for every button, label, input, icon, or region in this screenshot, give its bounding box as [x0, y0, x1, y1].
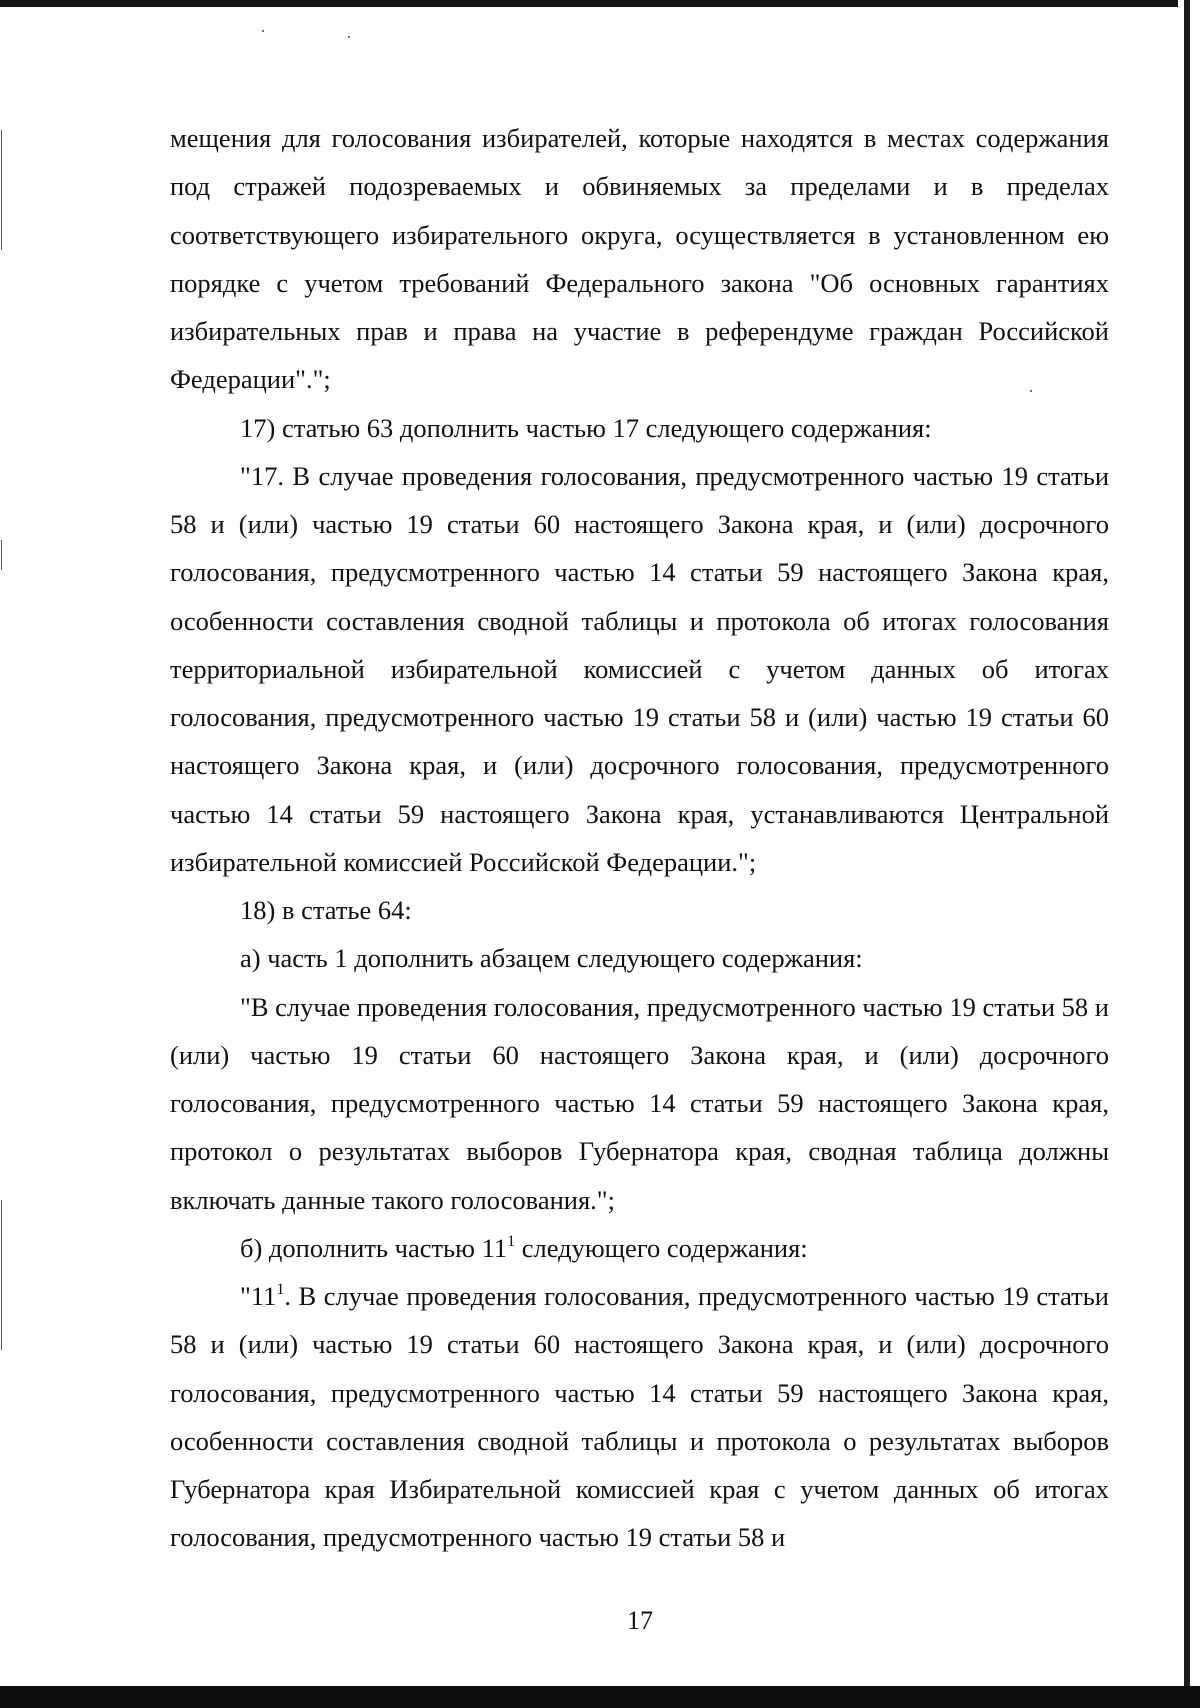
paragraph: 18) в статье 64: [240, 895, 412, 925]
scan-top-edge [0, 0, 1178, 7]
scan-speck [262, 30, 264, 32]
scan-right-edge [1184, 0, 1190, 1708]
scan-left-edge-mark [1, 1200, 2, 1350]
superscript: 1 [507, 1232, 516, 1250]
item-11-1-paragraph [170, 1272, 1109, 1562]
paragraph: "17. В случае проведения голосования, предусмотренного частью 19 статьи 58 и (или) частью 19 статьи 60 настоящего Закона края, и (или) досрочного голосования, предусмотренного частью 14 статьи 59 настоящего Закона края, особенности составления сводной таблицы и протокола об итогах голосования территориальной избирательной комиссией с учетом данных об итогах голосования, предусмотренного частью 19 статьи 58 и (или) частью 19 статьи 60 настоящего Закона края, и (или) досрочного голосования, предусмотренного частью 14 статьи 59 настоящего Закона края, устанавливаются Центральной избирательной комиссией Российской Федерации."; [170, 460, 1109, 877]
scan-bottom-edge [0, 1686, 1200, 1708]
item-11-1-number: "11 [240, 1281, 277, 1311]
paragraph: а) часть 1 дополнить абзацем следующего содержания: [240, 943, 863, 974]
paragraph: 17) статью 63 дополнить частью 17 следующего содержания: [240, 412, 932, 443]
superscript: 1 [276, 1281, 285, 1298]
item-11-1-text: . В случае проведения голосования, предусмотренного частью 19 статьи 58 и (или) частью 19 статьи 60 настоящего Закона края, и (или) досрочного голосования, предусмотренного частью 14 статьи 59 настоящего Закона края, особенности составления сводной таблицы и протокола о результатах выборов Губернатора края Избирательной комиссией края с учетом данных об итогах голосования, предусмотренного частью 19 статьи 58 и [170, 1281, 1109, 1553]
scan-left-edge-mark [1, 130, 2, 250]
scan-left-edge-mark [1, 540, 2, 570]
paragraph: мещения для голосования избирателей, которые находятся в местах содержания под стражей подозреваемых и обвиняемых за пределами и в пределах соответствующего избирательного округа, осуществляется в установленном ею порядке с учетом требований Федерального закона "Об основных гарантиях избирательных прав и права на участие в референдуме граждан Российской Федерации"."; [170, 123, 1109, 395]
page-number: 17 [627, 1606, 653, 1635]
item-b-text-end: следующего содержания: [515, 1232, 808, 1263]
item-b-paragraph [170, 1224, 1109, 1272]
paragraph: "В случае проведения голосования, предусмотренного частью 19 статьи 58 и (или) частью 19 статьи 60 настоящего Закона края, и (или) досрочного голосования, предусмотренного частью 14 статьи 59 настоящего Закона края, протокол о результатах выборов Губернатора края, сводная таблица должны включать данные такого голосования."; [170, 991, 1109, 1215]
scan-speck [348, 36, 350, 38]
item-b-text: б) дополнить частью 11 [240, 1232, 508, 1263]
document-body [170, 114, 1109, 1562]
